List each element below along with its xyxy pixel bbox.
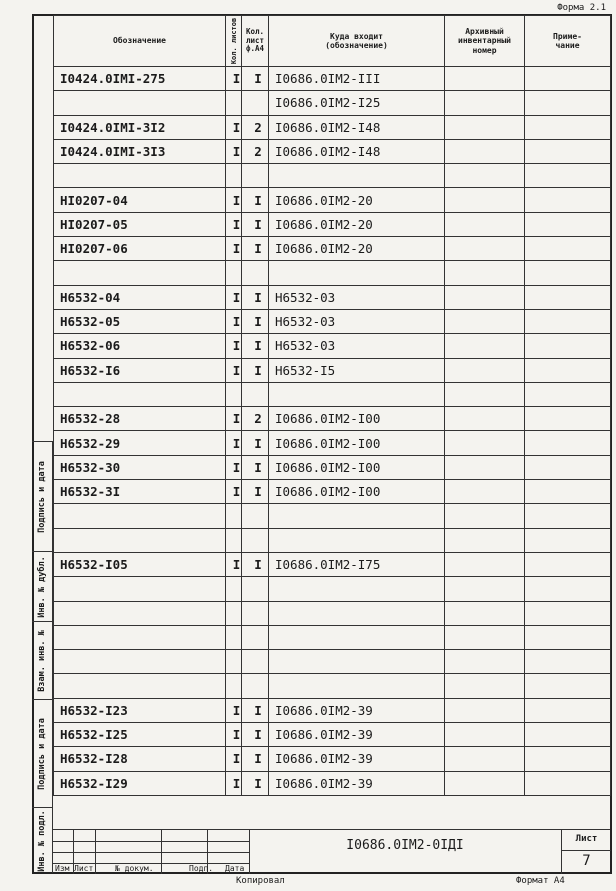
row-qty — [226, 577, 242, 601]
row-sheets: 2 — [242, 139, 269, 163]
row-sheets: I — [242, 698, 269, 722]
row-note — [525, 698, 611, 722]
row-designation: I0424.0IMI-3I3 — [54, 139, 226, 163]
row-archive — [445, 407, 525, 431]
row-archive — [445, 723, 525, 747]
row-qty: I — [226, 212, 242, 236]
title-block-doc-no: № докум. — [115, 864, 154, 873]
side-box-sign-date-top — [32, 441, 53, 551]
row-archive — [445, 285, 525, 309]
side-label-sign-date-bottom: Подпись и дата — [37, 717, 47, 790]
title-block — [53, 829, 610, 874]
row-designation — [54, 261, 226, 285]
header-note-line1: Приме- — [553, 31, 582, 41]
row-note — [525, 382, 611, 406]
row-sheets: I — [242, 212, 269, 236]
row-sheets — [242, 577, 269, 601]
row-designation — [54, 625, 226, 649]
header-qty — [226, 16, 242, 67]
table-row — [54, 723, 611, 747]
row-entry: I0686.0IM2-I00 — [269, 407, 445, 431]
row-qty: I — [226, 771, 242, 795]
row-designation — [54, 164, 226, 188]
row-archive — [445, 601, 525, 625]
table-row — [54, 698, 611, 722]
row-sheets: I — [242, 771, 269, 795]
row-entry — [269, 261, 445, 285]
row-designation — [54, 577, 226, 601]
row-qty: I — [226, 431, 242, 455]
row-archive — [445, 309, 525, 333]
header-archive-line3: номер — [472, 45, 497, 55]
row-qty: I — [226, 480, 242, 504]
row-sheets — [242, 261, 269, 285]
table-row — [54, 309, 611, 333]
row-designation: H6532-I28 — [54, 747, 226, 771]
row-sheets: I — [242, 455, 269, 479]
row-designation — [54, 91, 226, 115]
row-note — [525, 358, 611, 382]
row-qty: I — [226, 67, 242, 91]
row-archive — [445, 261, 525, 285]
row-qty — [226, 261, 242, 285]
row-note — [525, 552, 611, 576]
row-entry: I0686.0IM2-I00 — [269, 480, 445, 504]
row-qty — [226, 674, 242, 698]
row-sheets: I — [242, 552, 269, 576]
row-sheets: 2 — [242, 407, 269, 431]
table-row — [54, 261, 611, 285]
side-box-inv-orig — [32, 807, 53, 873]
row-sheets: I — [242, 285, 269, 309]
row-qty: I — [226, 358, 242, 382]
title-block-list: Лист — [74, 864, 94, 873]
table-row — [54, 771, 611, 795]
row-designation: H6532-I6 — [54, 358, 226, 382]
row-designation: H6532-I23 — [54, 698, 226, 722]
table-row — [54, 67, 611, 91]
table-row — [54, 358, 611, 382]
table-row — [54, 625, 611, 649]
header-entry — [269, 16, 445, 67]
row-designation — [54, 674, 226, 698]
row-qty: I — [226, 455, 242, 479]
row-sheets — [242, 382, 269, 406]
row-note — [525, 650, 611, 674]
row-designation: H6532-I25 — [54, 723, 226, 747]
row-entry — [269, 674, 445, 698]
row-archive — [445, 164, 525, 188]
header-archive-line2: инвентарный — [458, 36, 511, 46]
table-row — [54, 601, 611, 625]
form-label: Форма 2.1 — [557, 3, 606, 13]
row-note — [525, 577, 611, 601]
row-sheets — [242, 674, 269, 698]
row-sheets: I — [242, 358, 269, 382]
row-entry: H6532-03 — [269, 285, 445, 309]
row-note — [525, 480, 611, 504]
side-box-sign-date-bottom — [32, 699, 53, 807]
row-designation — [54, 382, 226, 406]
row-archive — [445, 480, 525, 504]
side-box-vzam-inv — [32, 621, 53, 699]
row-entry — [269, 601, 445, 625]
row-designation: H6532-3I — [54, 480, 226, 504]
row-note — [525, 407, 611, 431]
table-row — [54, 528, 611, 552]
sheet-box — [561, 830, 611, 874]
row-archive — [445, 674, 525, 698]
row-entry: I0686.0IM2-39 — [269, 723, 445, 747]
row-qty: I — [226, 309, 242, 333]
table-row — [54, 407, 611, 431]
row-entry — [269, 382, 445, 406]
row-note — [525, 723, 611, 747]
row-designation: HI0207-05 — [54, 212, 226, 236]
row-note — [525, 334, 611, 358]
title-block-sign: Подп. — [189, 864, 214, 873]
row-archive — [445, 650, 525, 674]
table-row — [54, 285, 611, 309]
table-row — [54, 552, 611, 576]
row-archive — [445, 139, 525, 163]
side-label-inv-dup: Инв. № дубл. — [37, 555, 47, 618]
row-archive — [445, 334, 525, 358]
table-row — [54, 115, 611, 139]
row-note — [525, 625, 611, 649]
row-sheets: I — [242, 188, 269, 212]
row-entry: I0686.0IM2-III — [269, 67, 445, 91]
row-note — [525, 431, 611, 455]
footer-format: Формат А4 — [516, 876, 565, 886]
row-qty: I — [226, 188, 242, 212]
row-qty: I — [226, 698, 242, 722]
row-sheets: I — [242, 747, 269, 771]
row-designation: I0424.0IMI-275 — [54, 67, 226, 91]
row-archive — [445, 747, 525, 771]
row-entry — [269, 625, 445, 649]
row-designation — [54, 601, 226, 625]
row-sheets: I — [242, 309, 269, 333]
side-label-sign-date-top: Подпись и дата — [37, 460, 47, 533]
row-archive — [445, 455, 525, 479]
row-note — [525, 139, 611, 163]
spec-table — [53, 15, 611, 796]
row-note — [525, 91, 611, 115]
row-archive — [445, 115, 525, 139]
row-note — [525, 67, 611, 91]
row-sheets: I — [242, 723, 269, 747]
header-entry-line1: Куда входит — [330, 31, 383, 41]
row-entry: I0686.0IM2-I00 — [269, 455, 445, 479]
row-note — [525, 164, 611, 188]
sheet-number: 7 — [562, 850, 611, 869]
row-archive — [445, 771, 525, 795]
row-designation: HI0207-04 — [54, 188, 226, 212]
row-note — [525, 674, 611, 698]
table-row — [54, 577, 611, 601]
row-qty: I — [226, 139, 242, 163]
row-entry: I0686.0IM2-I48 — [269, 115, 445, 139]
row-note — [525, 601, 611, 625]
row-archive — [445, 91, 525, 115]
row-entry — [269, 650, 445, 674]
table-row — [54, 504, 611, 528]
row-sheets — [242, 650, 269, 674]
row-note — [525, 285, 611, 309]
row-entry: I0686.0IM2-I75 — [269, 552, 445, 576]
row-entry: I0686.0IM2-39 — [269, 747, 445, 771]
footer-copied: Копировал — [236, 876, 285, 886]
row-note — [525, 309, 611, 333]
header-qty-text: Кол. листов — [229, 17, 238, 65]
row-archive — [445, 577, 525, 601]
row-qty — [226, 528, 242, 552]
row-entry — [269, 528, 445, 552]
row-sheets — [242, 91, 269, 115]
row-qty — [226, 625, 242, 649]
table-row — [54, 139, 611, 163]
row-entry: I0686.0IM2-20 — [269, 188, 445, 212]
row-note — [525, 188, 611, 212]
row-archive — [445, 528, 525, 552]
table-row — [54, 455, 611, 479]
row-designation: H6532-I29 — [54, 771, 226, 795]
header-archive-line1: Архивный — [465, 27, 504, 37]
table-row — [54, 480, 611, 504]
row-designation: H6532-28 — [54, 407, 226, 431]
row-archive — [445, 431, 525, 455]
table-row — [54, 674, 611, 698]
row-note — [525, 212, 611, 236]
row-designation — [54, 528, 226, 552]
row-qty: I — [226, 723, 242, 747]
table-row — [54, 91, 611, 115]
header-entry-line2: (обозначение) — [325, 41, 388, 50]
row-note — [525, 455, 611, 479]
row-sheets: I — [242, 67, 269, 91]
header-archive — [445, 16, 525, 67]
row-note — [525, 504, 611, 528]
row-designation: H6532-05 — [54, 309, 226, 333]
row-archive — [445, 625, 525, 649]
row-qty: I — [226, 237, 242, 261]
row-entry: I0686.0IM2-39 — [269, 771, 445, 795]
title-block-date: Дата — [225, 864, 245, 873]
row-designation: H6532-06 — [54, 334, 226, 358]
row-sheets: I — [242, 334, 269, 358]
spec-rows — [54, 67, 611, 796]
row-archive — [445, 358, 525, 382]
sheet-label: Лист — [575, 834, 598, 844]
row-entry: I0686.0IM2-39 — [269, 698, 445, 722]
row-archive — [445, 382, 525, 406]
table-row — [54, 334, 611, 358]
row-designation: H6532-I05 — [54, 552, 226, 576]
row-qty — [226, 164, 242, 188]
row-sheets: I — [242, 431, 269, 455]
row-entry: I0686.0IM2-20 — [269, 212, 445, 236]
document-designation: I0686.0IM2-0IДI — [346, 838, 464, 853]
row-archive — [445, 698, 525, 722]
row-designation: HI0207-06 — [54, 237, 226, 261]
row-entry: H6532-03 — [269, 309, 445, 333]
row-qty: I — [226, 747, 242, 771]
row-archive — [445, 188, 525, 212]
row-entry: H6532-03 — [269, 334, 445, 358]
header-designation: Обозначение — [54, 16, 226, 67]
row-designation: H6532-30 — [54, 455, 226, 479]
side-box-inv-dup — [32, 551, 53, 621]
row-sheets — [242, 164, 269, 188]
table-row — [54, 382, 611, 406]
table-row — [54, 164, 611, 188]
row-entry: I0686.0IM2-20 — [269, 237, 445, 261]
row-qty: I — [226, 407, 242, 431]
row-designation — [54, 650, 226, 674]
table-row — [54, 237, 611, 261]
row-qty: I — [226, 285, 242, 309]
row-designation — [54, 504, 226, 528]
side-label-inv-orig: Инв. № подл. — [37, 809, 47, 872]
row-qty: I — [226, 334, 242, 358]
row-note — [525, 115, 611, 139]
row-entry — [269, 577, 445, 601]
header-sheets-a4: Кол. лист ф.А4 — [242, 16, 269, 67]
row-note — [525, 237, 611, 261]
row-entry: I0686.0IM2-I48 — [269, 139, 445, 163]
row-sheets — [242, 504, 269, 528]
row-archive — [445, 504, 525, 528]
row-designation: H6532-04 — [54, 285, 226, 309]
table-row — [54, 212, 611, 236]
row-qty: I — [226, 552, 242, 576]
row-designation: I0424.0IMI-3I2 — [54, 115, 226, 139]
side-label-vzam-inv: Взам. инв. № — [37, 629, 47, 692]
row-note — [525, 528, 611, 552]
row-sheets — [242, 625, 269, 649]
row-sheets — [242, 528, 269, 552]
row-sheets — [242, 601, 269, 625]
table-row — [54, 431, 611, 455]
row-sheets: 2 — [242, 115, 269, 139]
row-qty — [226, 601, 242, 625]
row-entry: I0686.0IM2-I25 — [269, 91, 445, 115]
row-note — [525, 261, 611, 285]
row-sheets: I — [242, 237, 269, 261]
row-qty — [226, 382, 242, 406]
row-entry — [269, 504, 445, 528]
row-archive — [445, 212, 525, 236]
row-sheets: I — [242, 480, 269, 504]
row-entry: I0686.0IM2-I00 — [269, 431, 445, 455]
row-qty — [226, 504, 242, 528]
header-note-line2: чание — [555, 41, 580, 50]
row-qty: I — [226, 115, 242, 139]
header-row — [54, 16, 611, 67]
row-archive — [445, 67, 525, 91]
title-block-izm: Изм — [55, 864, 70, 873]
row-qty — [226, 91, 242, 115]
row-archive — [445, 552, 525, 576]
row-entry — [269, 164, 445, 188]
row-entry: H6532-I5 — [269, 358, 445, 382]
row-archive — [445, 237, 525, 261]
table-row — [54, 650, 611, 674]
table-row — [54, 188, 611, 212]
row-note — [525, 771, 611, 795]
row-qty — [226, 650, 242, 674]
header-note — [525, 16, 611, 67]
row-note — [525, 747, 611, 771]
table-row — [54, 747, 611, 771]
row-designation: H6532-29 — [54, 431, 226, 455]
